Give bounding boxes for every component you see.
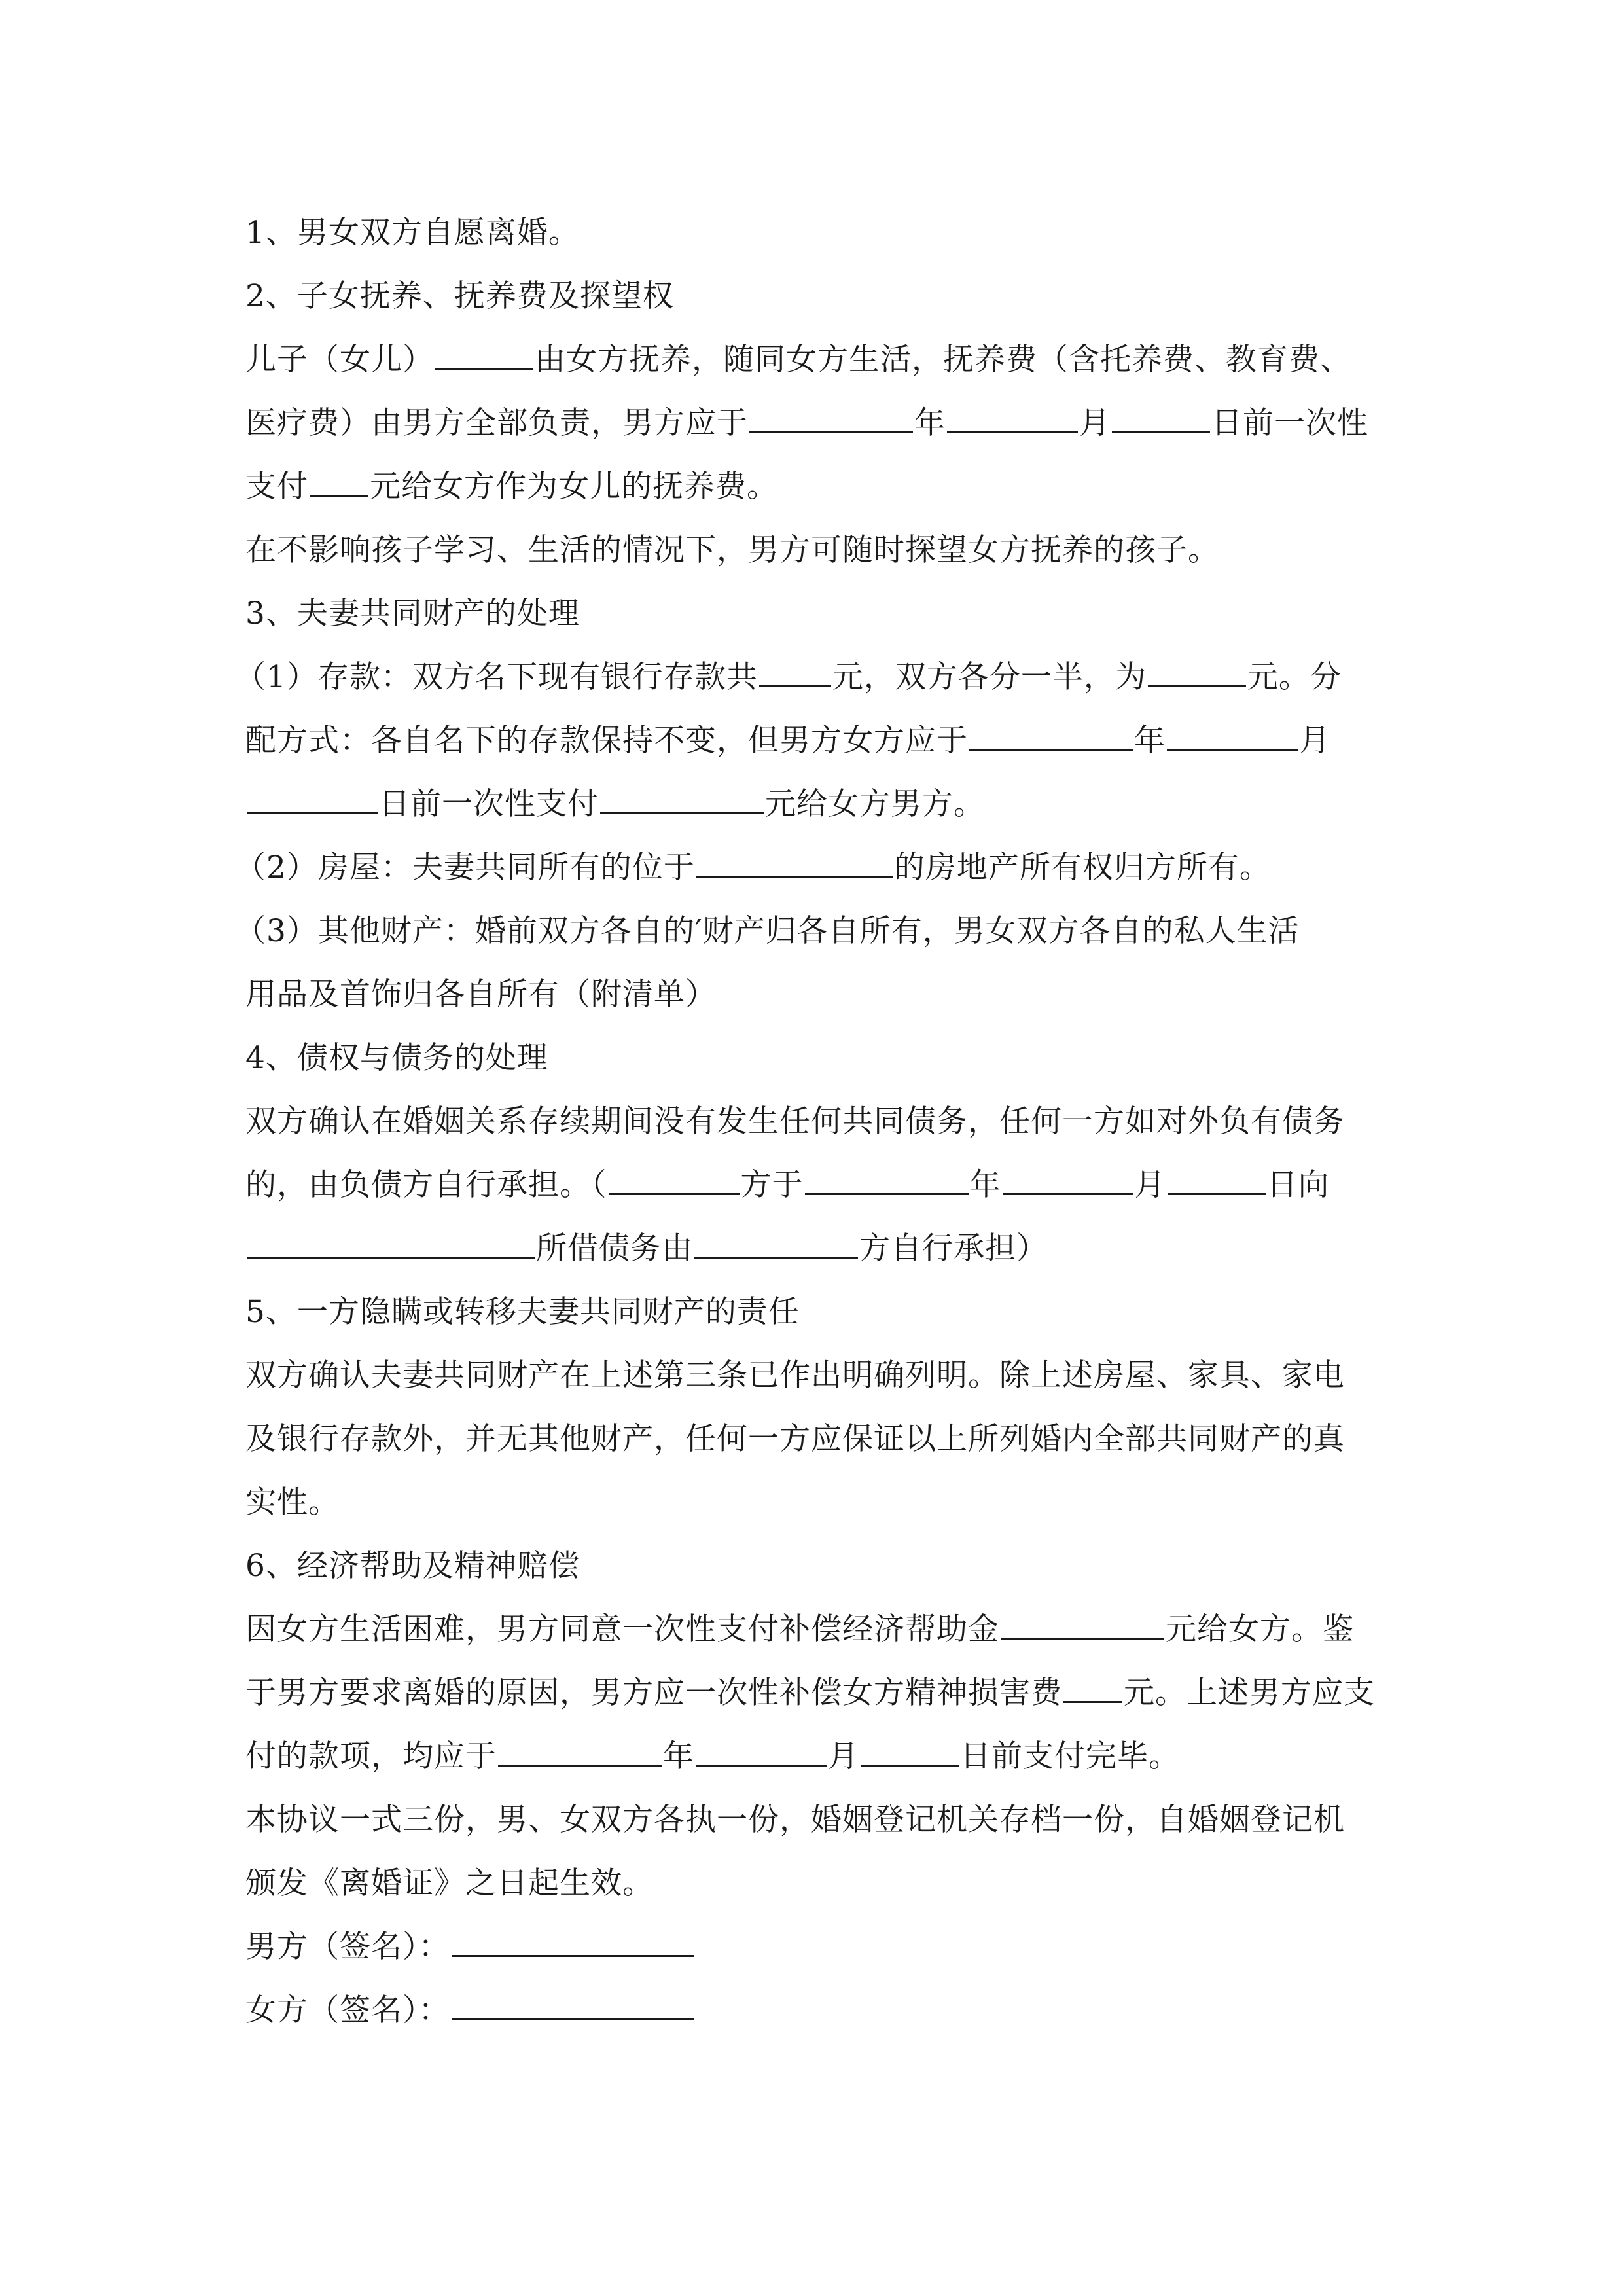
text-fragment: 元，双方各分一半，为	[832, 659, 1147, 695]
deposit-total-blank[interactable]	[759, 656, 831, 687]
text-fragment: 方自行承担）	[859, 1230, 1048, 1266]
text-fragment: 元给女方作为女儿的抚养费。	[370, 469, 778, 505]
section-1-text: 1、男女双方自愿离婚。	[245, 215, 580, 251]
responsible-party-blank[interactable]	[694, 1228, 858, 1259]
text-fragment: 支付	[245, 469, 308, 505]
text-fragment: 元给女方男方。	[765, 786, 985, 822]
child-name-blank[interactable]	[435, 339, 533, 370]
closing-line-2	[245, 1852, 1384, 1915]
text-fragment: （1）存款：双方名下现有银行存款共	[235, 659, 758, 695]
section-2-line-1	[245, 328, 1384, 391]
text-fragment: 年	[969, 1167, 1001, 1203]
creditor-blank[interactable]	[247, 1228, 535, 1259]
section-5-text: 5、一方隐瞒或转移夫妻共同财产的责任	[245, 1294, 800, 1330]
amount-blank[interactable]	[310, 466, 368, 497]
section-5-line-2	[245, 1407, 1384, 1471]
male-signature-label: 男方（签名）：	[245, 1929, 450, 1965]
female-signature-line	[245, 1979, 1384, 2042]
text-fragment: 的房地产所有权归方所有。	[893, 850, 1271, 886]
text-fragment: 年	[914, 405, 946, 441]
section-6-heading	[245, 1534, 1384, 1598]
text-fragment: 元。上述男方应支	[1124, 1675, 1375, 1711]
section-3-heading	[245, 582, 1384, 645]
year-blank[interactable]	[969, 720, 1133, 751]
year-blank[interactable]	[749, 403, 913, 433]
text-fragment: 年	[663, 1738, 694, 1774]
text-fragment: 于男方要求离婚的原因，男方应一次性补偿女方精神损害费	[245, 1675, 1062, 1711]
section-2-text: 2、子女抚养、抚养费及探望权	[245, 278, 674, 314]
section-2-line-2	[245, 391, 1384, 455]
text-fragment: 及银行存款外，并无其他财产，任何一方应保证以上所列婚内全部共同财产的真	[245, 1421, 1345, 1457]
section-6-line-2	[245, 1661, 1384, 1725]
closing-line-1	[245, 1788, 1384, 1852]
section-4-line-2	[245, 1153, 1384, 1217]
text-fragment: 医疗费）由男方全部负责，男方应于	[245, 405, 748, 441]
month-blank[interactable]	[696, 1736, 827, 1767]
text-fragment: 在不影响孩子学习、生活的情况下，男方可随时探望女方抚养的孩子。	[245, 532, 1219, 568]
text-fragment: 月	[828, 1738, 859, 1774]
section-3-text: 3、夫妻共同财产的处理	[245, 596, 580, 632]
section-6-line-3	[245, 1725, 1384, 1788]
text-fragment: 颁发《离婚证》之日起生效。	[245, 1865, 654, 1901]
text-fragment: 年	[1134, 723, 1166, 759]
text-fragment: 由女方抚养，随同女方生活，抚养费（含托养费、教育费、	[535, 342, 1351, 378]
day-blank[interactable]	[1168, 1164, 1266, 1195]
month-blank[interactable]	[1003, 1164, 1133, 1195]
section-2-heading	[245, 264, 1384, 328]
male-signature-line	[245, 1915, 1384, 1979]
text-fragment: 实性。	[245, 1484, 340, 1520]
text-fragment: 方于	[740, 1167, 804, 1203]
section-5-heading	[245, 1280, 1384, 1344]
section-6-line-1	[245, 1598, 1384, 1661]
text-fragment: 配方式：各自名下的存款保持不变，但男方女方应于	[245, 723, 968, 759]
section-3-1-line-1	[235, 645, 1384, 709]
text-fragment: 元给女方。鉴	[1166, 1611, 1354, 1647]
text-fragment: 付的款项，均应于	[245, 1738, 497, 1774]
text-fragment: 本协议一式三份，男、女双方各执一份，婚姻登记机关存档一份，自婚姻登记机	[245, 1802, 1345, 1838]
section-4-line-3	[245, 1217, 1384, 1280]
section-4-line-1	[245, 1090, 1384, 1153]
text-fragment: 因女方生活困难，男方同意一次性支付补偿经济帮助金	[245, 1611, 999, 1647]
text-fragment: 日前一次性支付	[379, 786, 599, 822]
aid-amount-blank[interactable]	[1001, 1609, 1164, 1640]
text-fragment: 的，由负债方自行承担。（	[245, 1167, 607, 1203]
text-fragment: 所借债务由	[536, 1230, 693, 1266]
debtor-blank[interactable]	[609, 1164, 740, 1195]
property-location-blank[interactable]	[696, 847, 893, 878]
section-4-heading	[245, 1026, 1384, 1090]
text-fragment: 日前支付完毕。	[960, 1738, 1180, 1774]
text-fragment: 元。分	[1247, 659, 1342, 695]
section-6-text: 6、经济帮助及精神赔偿	[245, 1548, 580, 1584]
section-5-line-3	[245, 1471, 1384, 1534]
text-fragment: 双方确认在婚姻关系存续期间没有发生任何共同债务，任何一方如对外负有债务	[245, 1103, 1345, 1139]
section-3-2-line	[235, 836, 1384, 899]
amount-blank[interactable]	[600, 783, 764, 814]
section-3-1-line-3	[245, 772, 1384, 836]
section-3-1-line-2	[245, 709, 1384, 772]
compensation-amount-blank[interactable]	[1063, 1672, 1122, 1703]
female-signature-label: 女方（签名）：	[245, 1992, 450, 2028]
text-fragment: 月	[1079, 405, 1111, 441]
day-blank[interactable]	[1112, 403, 1210, 433]
text-fragment: 双方确认夫妻共同财产在上述第三条已作出明确列明。除上述房屋、家具、家电	[245, 1357, 1345, 1393]
text-fragment: （2）房屋：夫妻共同所有的位于	[235, 850, 695, 886]
day-blank[interactable]	[861, 1736, 959, 1767]
section-3-3-line-2	[245, 963, 1384, 1026]
section-5-line-1	[245, 1344, 1384, 1407]
month-blank[interactable]	[1167, 720, 1298, 751]
text-fragment: 日前一次性	[1211, 405, 1368, 441]
text-fragment: 月	[1299, 723, 1330, 759]
text-fragment: （3）其他财产：婚前双方各自的′财产归各自所有，男女双方各自的私人生活	[235, 913, 1300, 949]
male-signature-blank[interactable]	[452, 1926, 694, 1957]
section-2-line-4	[245, 518, 1384, 582]
day-blank[interactable]	[247, 783, 378, 814]
section-2-line-3	[245, 455, 1384, 518]
month-blank[interactable]	[947, 403, 1078, 433]
section-3-3-line-1	[235, 899, 1384, 963]
agreement-page	[235, 201, 1384, 2042]
text-fragment: 儿子（女儿）	[245, 342, 434, 378]
year-blank[interactable]	[805, 1164, 969, 1195]
section-4-text: 4、债权与债务的处理	[245, 1040, 548, 1076]
deposit-half-blank[interactable]	[1148, 656, 1246, 687]
section-1-heading	[245, 201, 1384, 264]
female-signature-blank[interactable]	[452, 1990, 694, 2020]
text-fragment: 日向	[1266, 1167, 1330, 1203]
text-fragment: 月	[1134, 1167, 1166, 1203]
year-blank[interactable]	[498, 1736, 662, 1767]
text-fragment: 用品及首饰归各自所有（附清单）	[245, 977, 717, 1013]
